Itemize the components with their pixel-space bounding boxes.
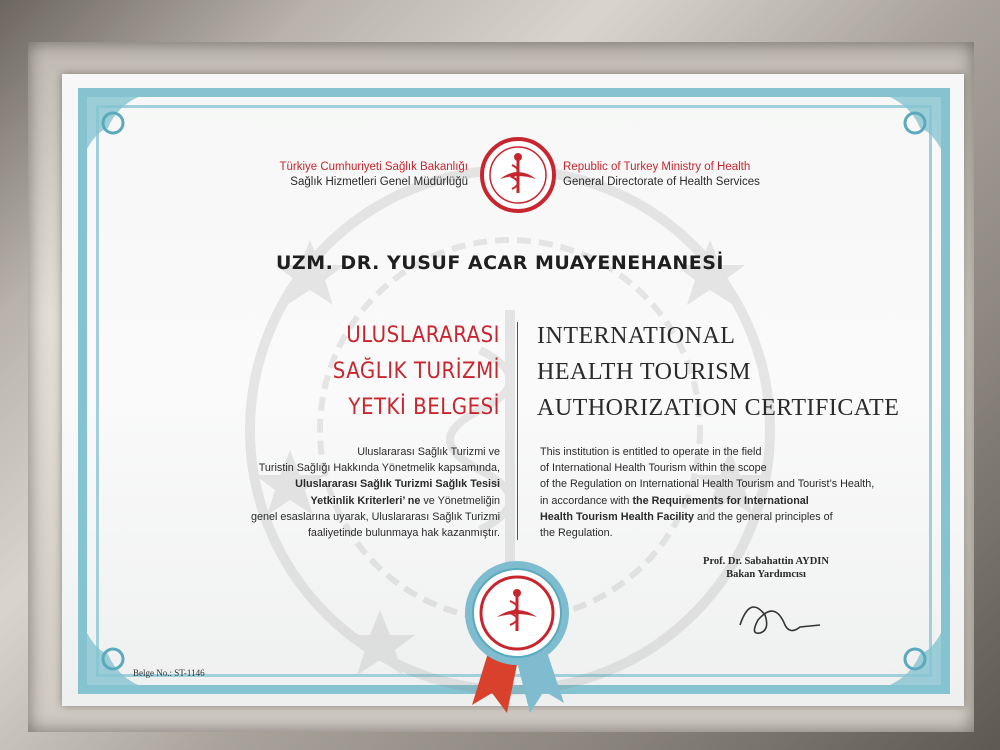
body-en-line: the Regulation. — [540, 527, 613, 540]
clinic-name: UZM. DR. YUSUF ACAR MUAYENEHANESİ — [275, 252, 725, 274]
body-en-bold: the Requirements for International — [632, 494, 809, 507]
corner-ornament-top-right — [860, 88, 950, 178]
rosette-seal — [452, 555, 582, 715]
handwritten-signature — [730, 585, 830, 645]
corner-ornament-top-left — [78, 88, 168, 178]
ministry-name-en: Republic of Turkey Ministry of Health — [563, 161, 751, 173]
directorate-name-en: General Directorate of Health Services — [563, 176, 760, 188]
body-en-line — [540, 509, 910, 525]
body-en-line: This institution is entitled to operate in the field — [540, 446, 762, 458]
corner-ornament-bottom-left — [78, 604, 168, 694]
ministry-of-health-emblem-icon — [478, 135, 558, 215]
body-tr-line: genel esaslarına uyarak, Uluslararası Sağlık Turizmi — [250, 510, 500, 523]
body-en-text: in accordance with — [540, 494, 633, 507]
signatory-title: Bakan Yardımcısı — [726, 569, 806, 580]
title-tr-line: ULUSLARARASI — [346, 323, 500, 348]
header-turkish — [279, 160, 468, 190]
body-en-line: of International Health Tourism within the scope — [540, 462, 767, 475]
signatory-block — [666, 555, 866, 581]
body-tr-line: Uluslararası Sağlık Turizmi ve — [357, 446, 500, 458]
corner-ornament-bottom-right — [860, 604, 950, 694]
center-divider — [517, 322, 518, 540]
signatory-name: Prof. Dr. Sabahattin AYDIN — [703, 556, 829, 567]
document-number: Belge No.: ST-1146 — [133, 668, 205, 678]
body-tr-line: Uluslararası Sağlık Turizmi Sağlık Tesisi — [295, 478, 500, 491]
body-tr-text: ve Yönetmeliğin — [420, 494, 500, 507]
body-tr-line: Turistin Sağlığı Hakkında Yönetmelik kapsamında, — [258, 462, 500, 475]
certificate-title-tr — [333, 318, 500, 426]
body-tr-line: faaliyetinde bulunmaya hak kazanmıştır. — [307, 527, 500, 540]
body-tr-bold: Yetkinlik Kriterleri’ ne — [310, 494, 421, 507]
body-en-text: and the general principles of — [694, 510, 833, 523]
title-tr-line: YETKİ BELGESİ — [348, 395, 500, 420]
body-en-line — [540, 493, 910, 509]
title-tr-line: SAĞLIK TURİZMİ — [332, 359, 500, 384]
body-tr-line — [200, 493, 500, 509]
certificate-title-en — [537, 318, 899, 426]
body-text-en — [540, 444, 910, 541]
directorate-name-tr: Sağlık Hizmetleri Genel Müdürlüğü — [290, 176, 468, 188]
body-text-tr — [200, 444, 500, 541]
body-en-line: of the Regulation on International Health Tourism and Tourist’s Health, — [540, 478, 875, 491]
title-en-line: AUTHORIZATION CERTIFICATE — [537, 395, 900, 421]
title-en-line: HEALTH TOURISM — [537, 359, 751, 385]
title-en-line: INTERNATIONAL — [537, 323, 736, 349]
body-en-bold: Health Tourism Health Facility — [540, 510, 694, 523]
ministry-name-tr: Türkiye Cumhuriyeti Sağlık Bakanlığı — [279, 161, 468, 173]
header-english — [563, 160, 760, 190]
